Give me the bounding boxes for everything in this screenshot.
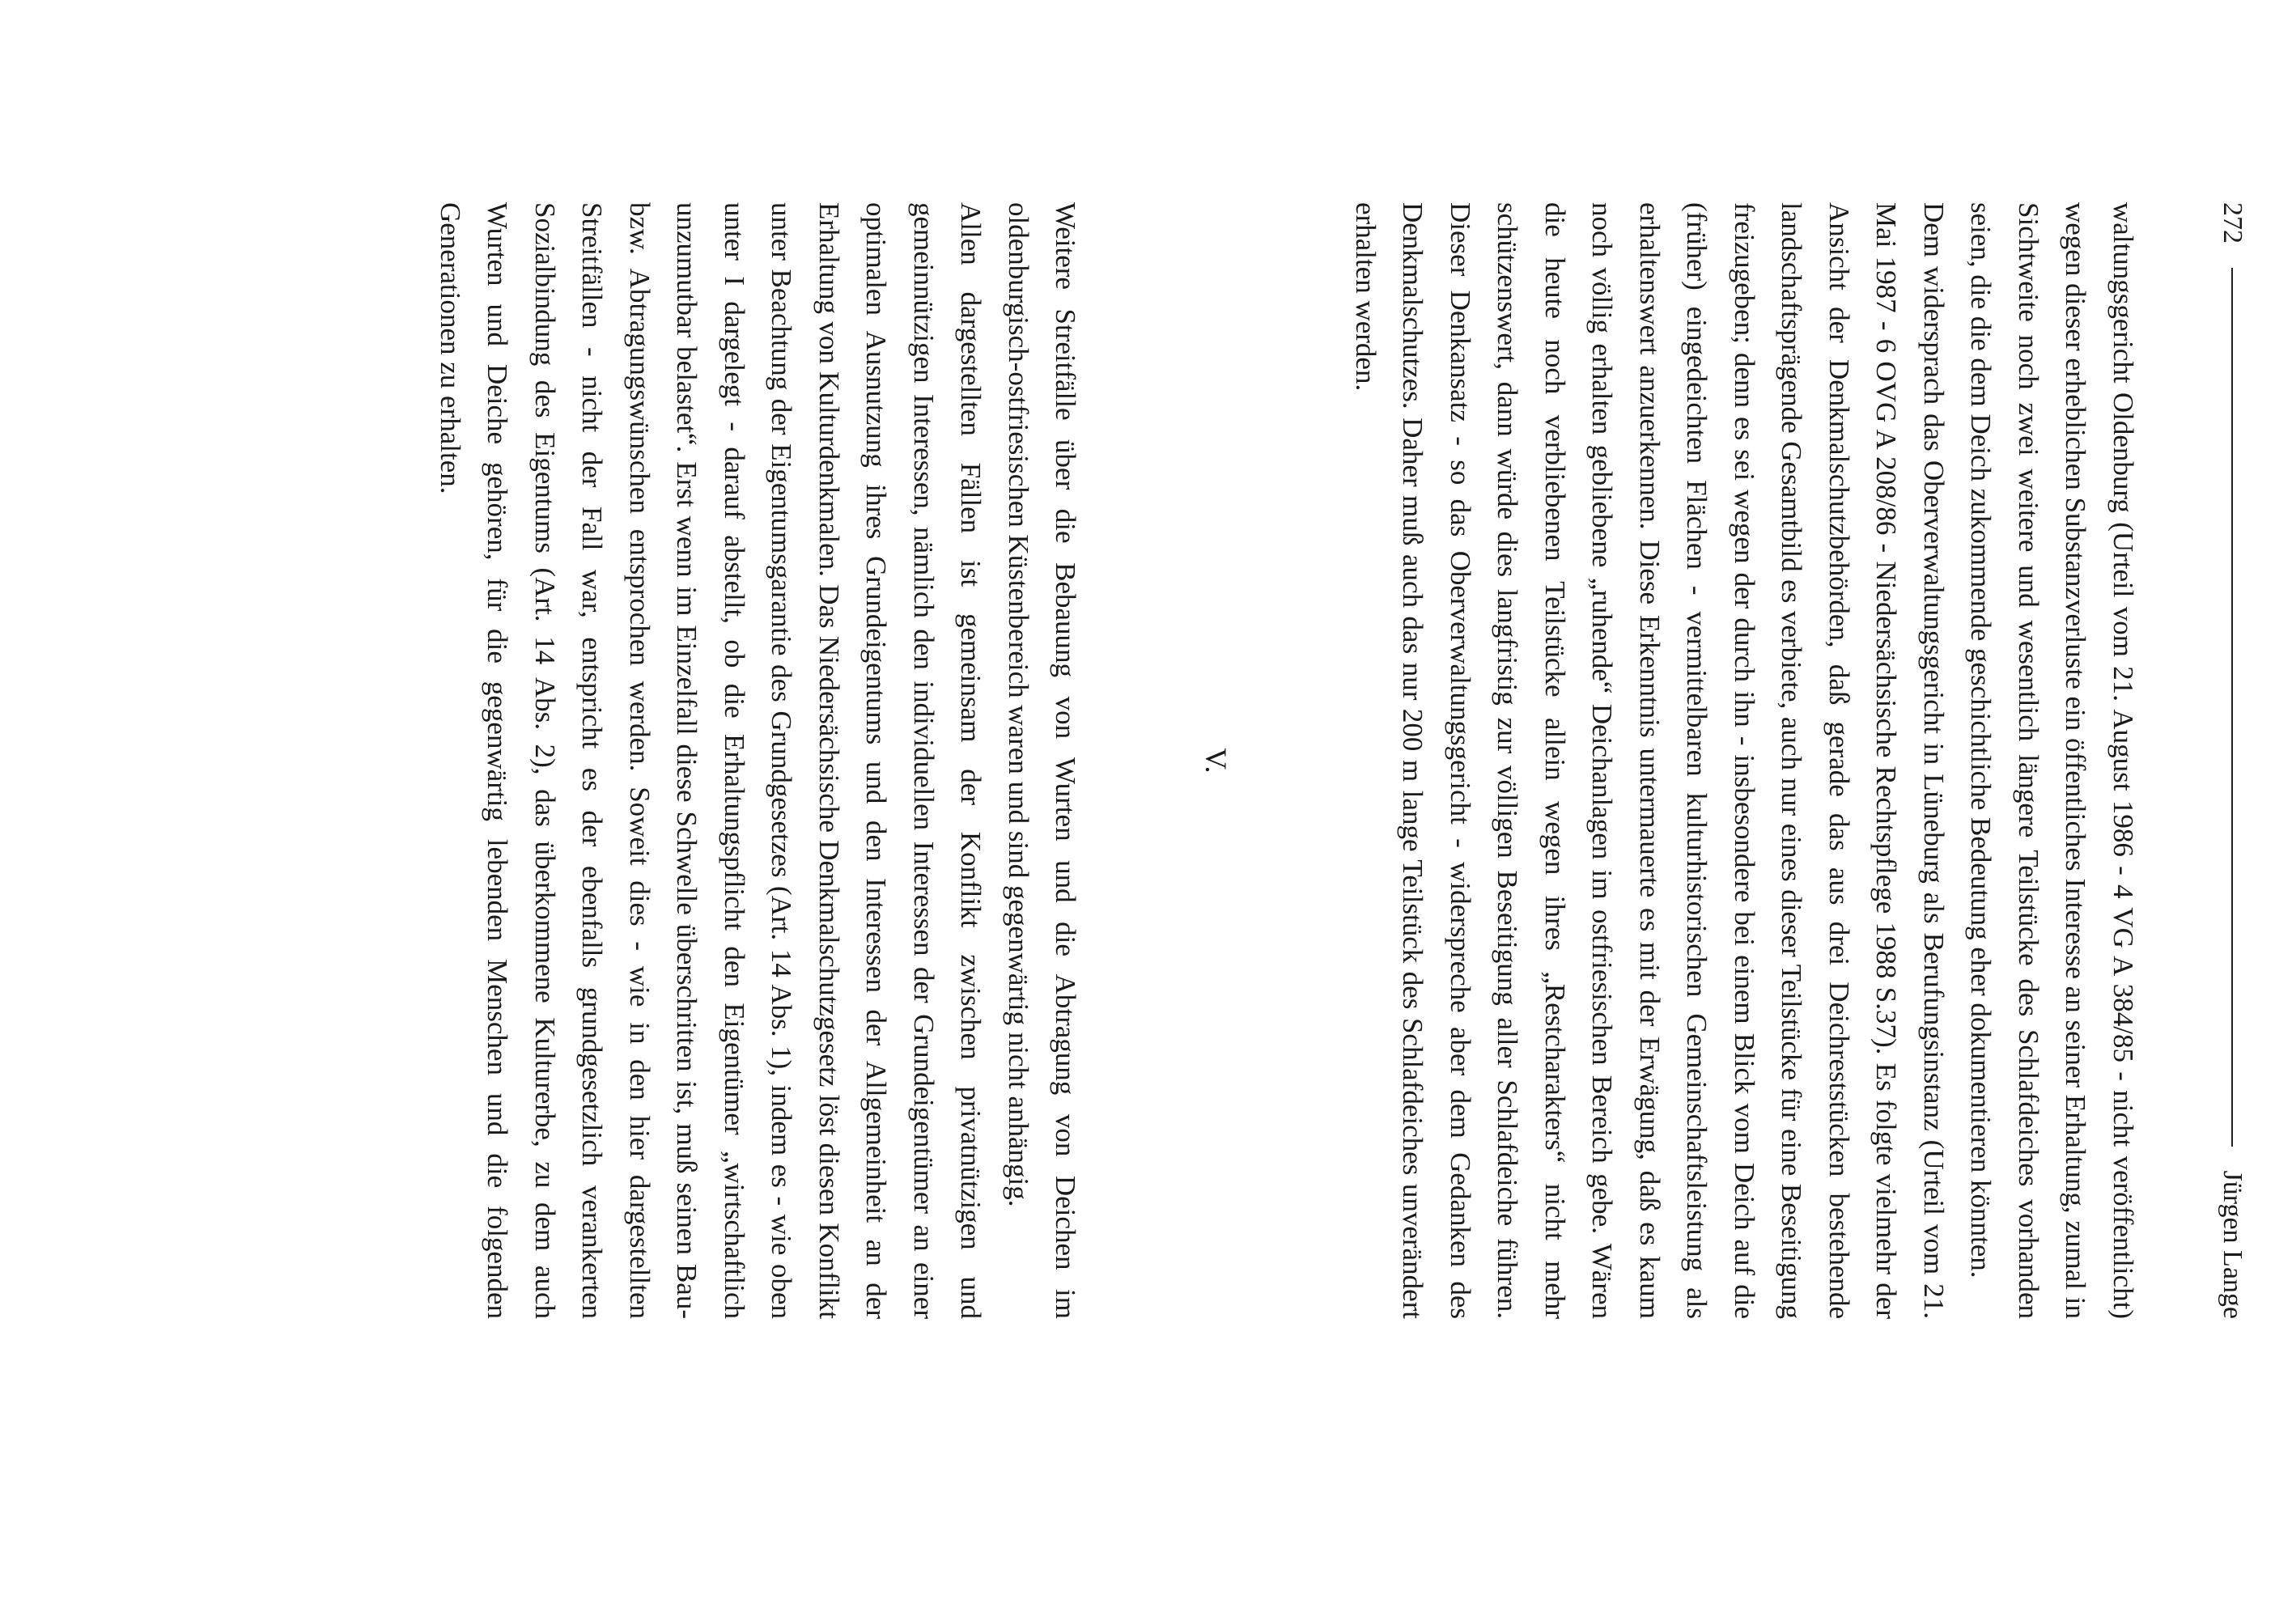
running-header xyxy=(2208,202,2256,1319)
paragraph: Weitere Streitfälle über die Bebauung von Wurten und die Abtragung von Deichen im oldenburgisch-ostfriesischen Küstenbereich waren und sind gegenwärtig nicht anhängig. xyxy=(1003,202,1082,1319)
body-text xyxy=(427,202,2147,1319)
header-rule xyxy=(2231,268,2233,1147)
paragraph: waltungsgericht Oldenburg (Urteil vom 21. August 1986 - 4 VG A 384/85 - nicht veröffentlicht) wegen dieser erheblichen Substanzverluste ein öffentliches Interesse an seiner Erhaltung, zumal in Sichtweite noch zwei weitere und wesentlich längere Teilstücke des Schlafdeiches vorhanden seien, die die dem Deich zukommende geschichtliche Bedeutung eher dokumentieren könnten. xyxy=(1965,202,2139,1319)
running-head-author: Jürgen Lange xyxy=(2218,1170,2247,1319)
paragraph: Dem widersprach das Oberverwaltungsgericht in Lüneburg als Berufungsinstanz (Urteil vom 21. Mai 1987 - 6 OVG A 208/86 - Niedersächsische Rechtspflege 1988 S.37). Es folgte vielmehr der Ansicht der Denkmalschutzbehörden, daß gerade das aus drei Deichreststücken bestehende landschaftsprägende Gesamtbild es verbiete, auch nur eines dieser Teilstücke für eine Beseitigung freizugeben; denn es sei wegen der durch ihn - insbesondere bei einem Blick vom Deich auf die (früher) eingedeichten Flächen - vermittelbaren kulturhistorischen Gemeinschaftsleistung als erhaltenswert anzuerkennen. Diese Erkenntnis untermauerte es mit der Erwägung, daß es kaum noch völlig erhalten gebliebene „ruhende“ Deichanlagen im ostfriesischen Bereich gebe. Wären die heute noch verbliebenen Teilstücke allein wegen ihres „Restcharakters“ nicht mehr schützenswert, dann würde dies langfristig zur völligen Beseitigung aller Schlafdeiche führen. Dieser Denkansatz - so das Oberverwaltungsgericht - widerspreche aber dem Gedanken des Denkmalschutzes. Daher muß auch das nur 200 m lange Teilstück des Schlafdeiches unverändert erhalten werden. xyxy=(1350,202,1950,1319)
page-number: 272 xyxy=(2218,202,2247,244)
section-heading: V. xyxy=(1199,748,1233,774)
paragraph: Allen dargestellten Fällen ist gemeinsam der Konflikt zwischen privatnützigen und gemeinnützigen Interessen, nämlich den individuellen Interessen der Grundeigentümer an einer optimalen Ausnutzung ihres Grundeigentums und den Interessen der Allgemeinheit an der Erhaltung von Kulturdenkmalen. Das Niedersächsische Denkmalschutzgesetz löst diesen Konflikt unter Beachtung der Eigentumsgarantie des Grundgesetzes (Art. 14 Abs. 1), indem es - wie oben unter I dargelegt - darauf abstellt, ob die Erhaltungspflicht den Eigentümer „wirtschaftlich unzumutbar belastet“. Erst wenn im Einzelfall diese Schwelle überschritten ist, muß seinen Bau- bzw. Abtragungswünschen entsprochen werden. Soweit dies - wie in den hier dargestellten Streitfällen - nicht der Fall war, entspricht es der ebenfalls grundgesetzlich verankerten Sozialbindung des Eigentums (Art. 14 Abs. 2), das überkommene Kulturerbe, zu dem auch Wurten und Deiche gehören, für die gegenwärtig lebenden Menschen und die folgenden Generationen zu erhalten. xyxy=(435,202,987,1319)
